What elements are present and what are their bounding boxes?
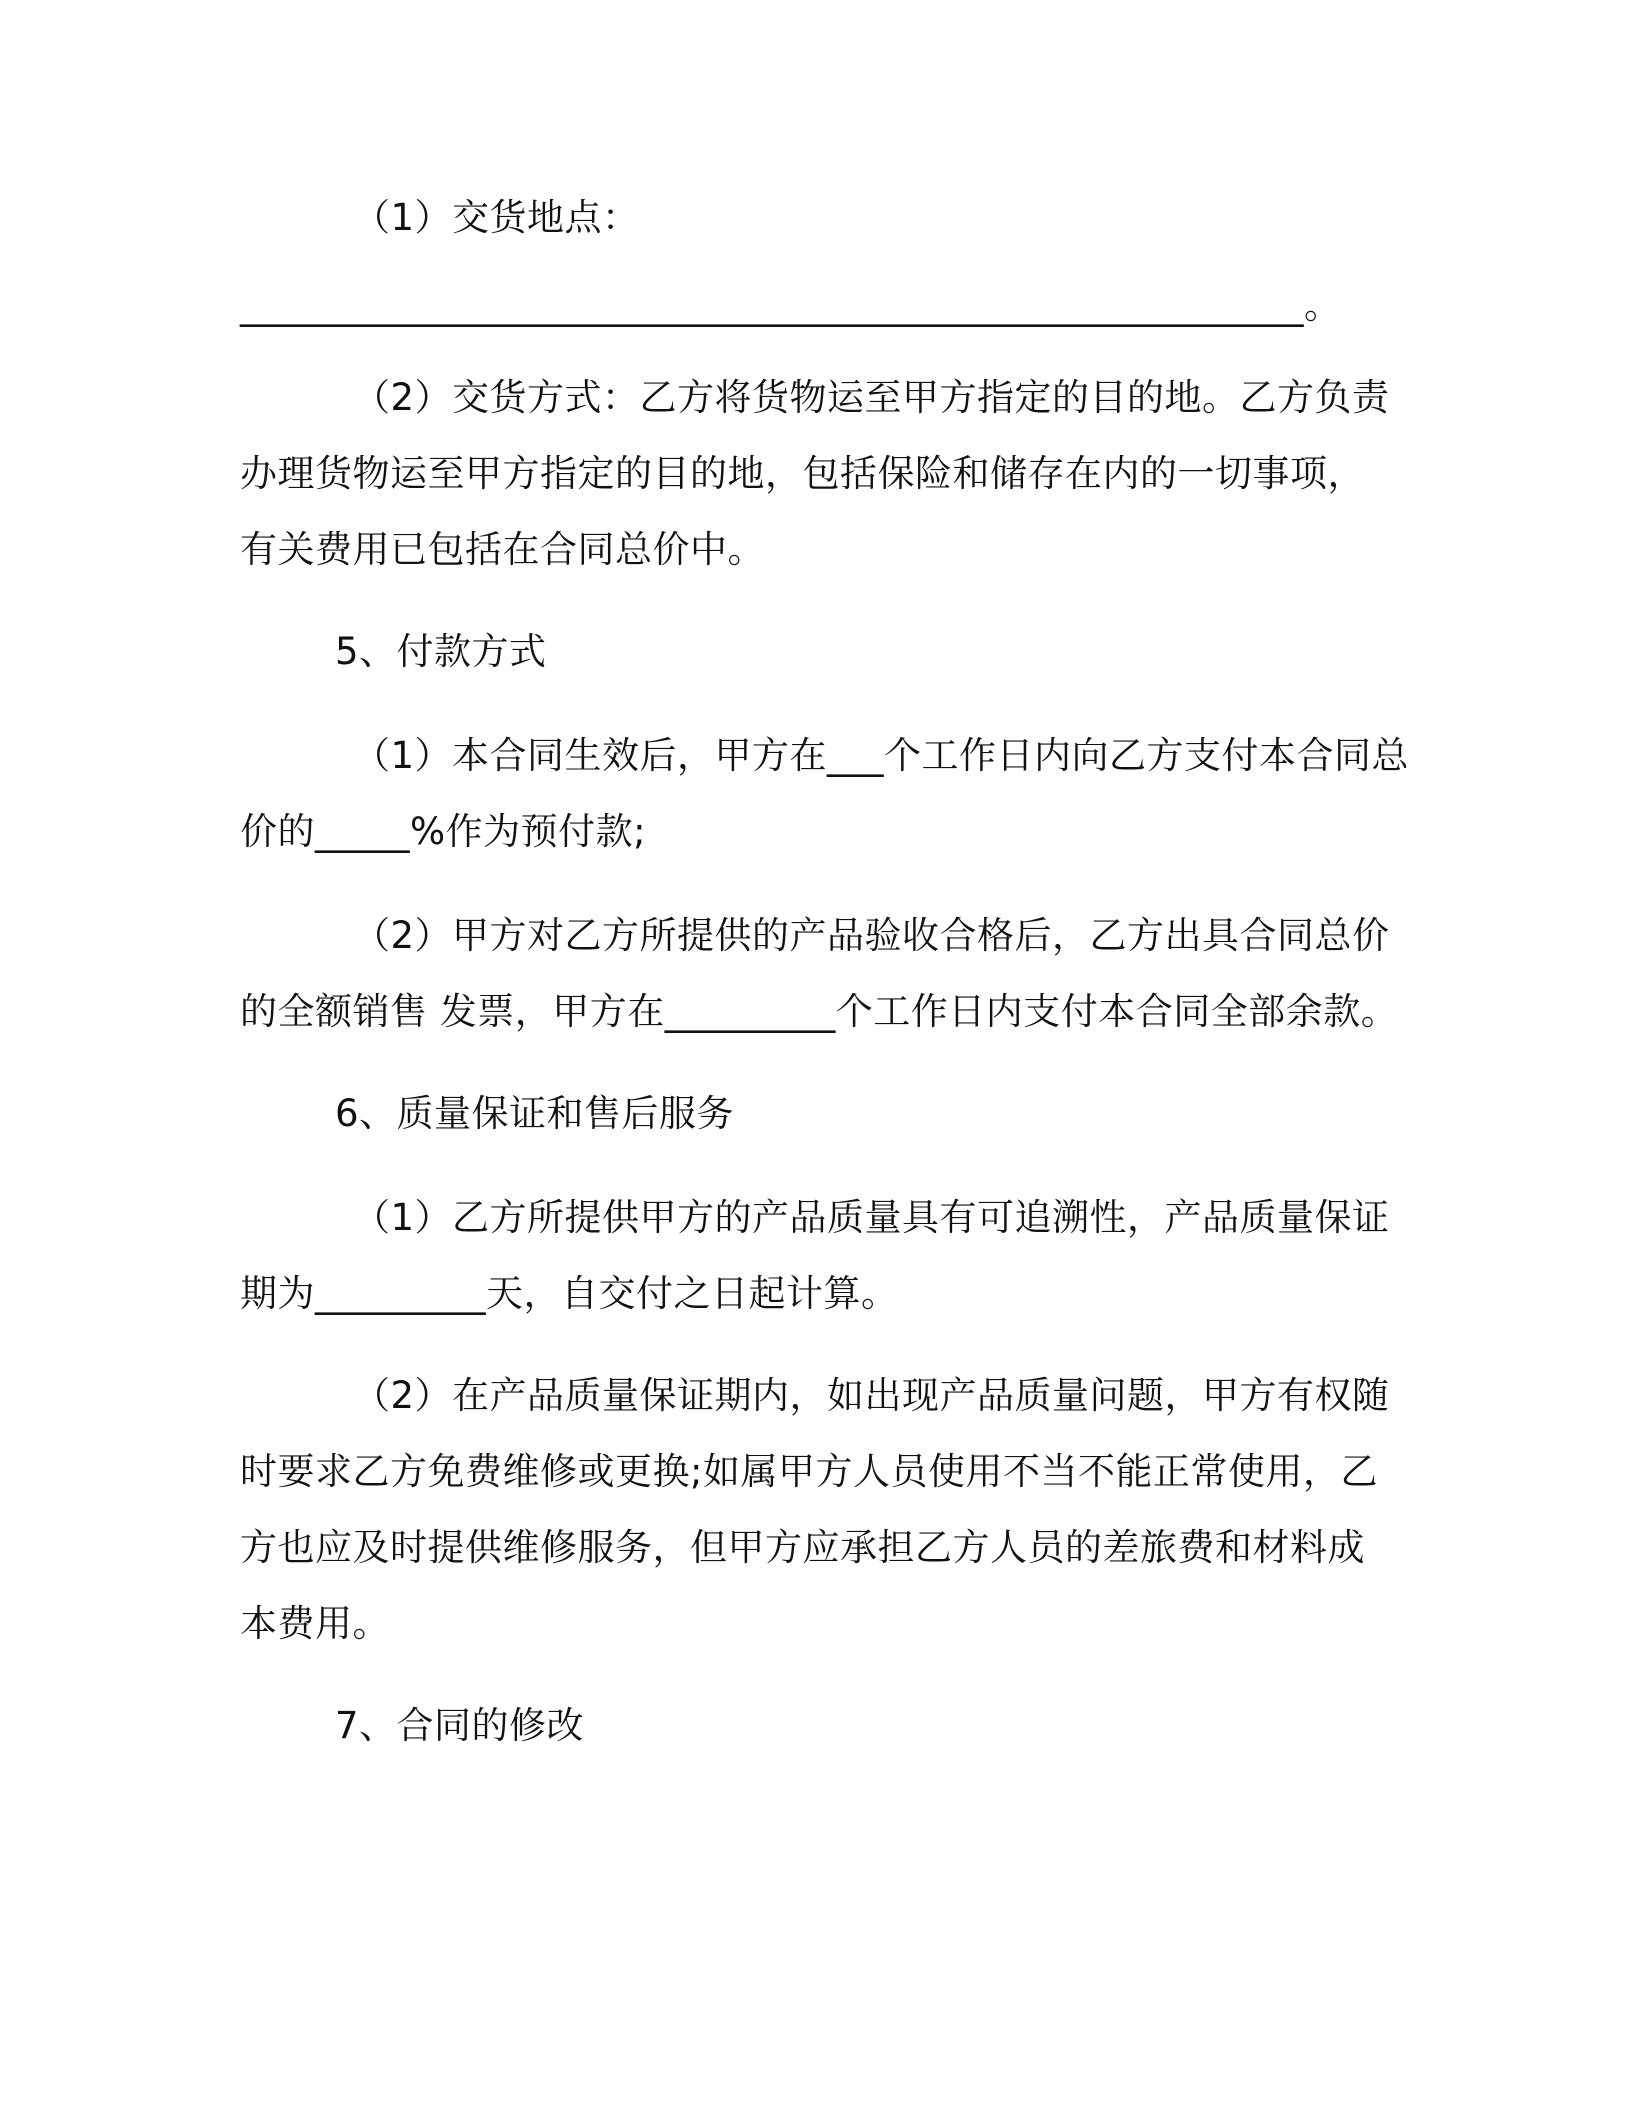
clause-6-2-line-2: 时要求乙方免费维修或更换;如属甲方人员使用不当不能正常使用，乙 — [240, 1450, 1378, 1493]
clause-6-2: （2）在产品质量保证期内，如出现产品质量问题，甲方有权随 — [353, 1374, 1390, 1417]
clause-6-1-line-2: 期为_________天，自交付之日起计算。 — [240, 1272, 899, 1315]
section-7-heading: 7、合同的修改 — [335, 1704, 585, 1747]
blank-line-delivery-place: ________________________________________________________。 — [240, 284, 1342, 327]
clause-5-1: （1）本合同生效后，甲方在___个工作日内向乙方支付本合同总 — [353, 734, 1410, 777]
clause-6-1: （1）乙方所提供甲方的产品质量具有可追溯性，产品质量保证 — [353, 1196, 1390, 1239]
clause-4-2-line-3: 有关费用已包括在合同总价中。 — [240, 528, 765, 571]
section-6-heading: 6、质量保证和售后服务 — [335, 1092, 735, 1135]
clause-5-1-line-2: 价的_____%作为预付款; — [240, 810, 647, 853]
clause-4-2-line-2: 办理货物运至甲方指定的目的地，包括保险和储存在内的一切事项， — [240, 452, 1365, 495]
clause-5-2-line-2: 的全额销售 发票，甲方在_________个工作日内支付本合同全部余款。 — [240, 990, 1399, 1033]
clause-6-2-line-4: 本费用。 — [240, 1602, 390, 1645]
clause-4-1-delivery-place: （1）交货地点： — [353, 196, 640, 239]
clause-4-2-delivery-method: （2）交货方式：乙方将货物运至甲方指定的目的地。乙方负责 — [353, 376, 1390, 419]
clause-6-2-line-3: 方也应及时提供维修服务，但甲方应承担乙方人员的差旅费和材料成 — [240, 1526, 1365, 1569]
clause-5-2: （2）甲方对乙方所提供的产品验收合格后，乙方出具合同总价 — [353, 914, 1390, 957]
section-5-heading: 5、付款方式 — [335, 630, 547, 673]
